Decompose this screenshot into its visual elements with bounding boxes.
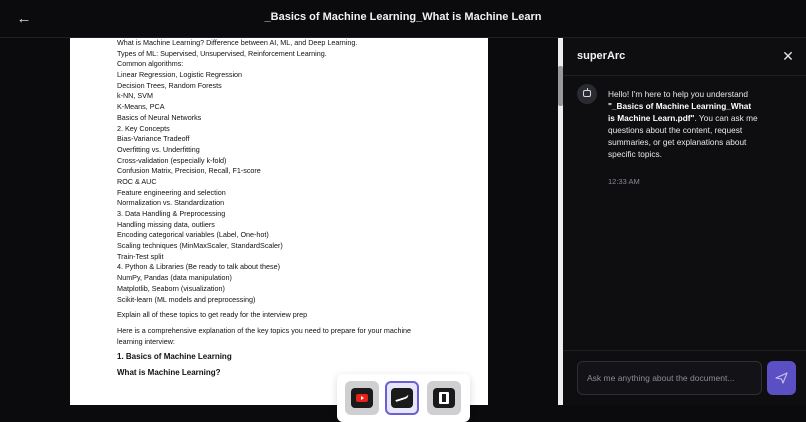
bot-avatar bbox=[577, 84, 597, 104]
doc-line: Matplotlib, Seaborn (visualization) bbox=[117, 283, 225, 293]
doc-line: Train-Test split bbox=[117, 251, 164, 261]
doc-line: Feature engineering and selection bbox=[117, 187, 226, 197]
dock-app-youtube[interactable] bbox=[345, 381, 379, 415]
document-viewer[interactable] bbox=[0, 38, 558, 405]
doc-line: Decision Trees, Random Forests bbox=[117, 80, 222, 90]
doc-line: Scaling techniques (MinMaxScaler, StandardScaler) bbox=[117, 241, 283, 251]
message-filename: "_Basics of Machine Learning_What is Machine Learn.pdf" bbox=[608, 101, 752, 123]
doc-line: Handling missing data, outliers bbox=[117, 219, 215, 229]
doc-line: Scikit-learn (ML models and preprocessing) bbox=[117, 294, 256, 304]
assistant-message bbox=[608, 88, 760, 160]
chat-composer bbox=[563, 350, 806, 405]
doc-line: Cross-validation (especially k-fold) bbox=[117, 155, 227, 165]
notion-icon bbox=[433, 388, 455, 408]
doc-line: K-Means, PCA bbox=[117, 102, 165, 112]
bot-icon bbox=[583, 90, 591, 97]
back-arrow-icon[interactable]: ← bbox=[16, 10, 32, 27]
top-bar bbox=[0, 0, 806, 38]
doc-line: 3. Data Handling & Preprocessing bbox=[117, 209, 226, 218]
youtube-icon bbox=[351, 388, 373, 408]
dock-app-nike[interactable] bbox=[385, 381, 419, 415]
app-dock bbox=[337, 374, 470, 422]
doc-line: Bias-Variance Tradeoff bbox=[117, 134, 190, 144]
doc-line: What is Machine Learning? Difference between AI, ML, and Deep Learning. bbox=[117, 38, 358, 47]
doc-line: NumPy, Pandas (data manipulation) bbox=[117, 273, 232, 283]
message-text-post: . You can ask me questions about the content, request summaries, or get explanations about specific topics. bbox=[608, 113, 758, 159]
doc-line: Confusion Matrix, Precision, Recall, F1-score bbox=[117, 166, 261, 176]
doc-line: Overfitting vs. Underfitting bbox=[117, 144, 200, 154]
assistant-panel bbox=[563, 38, 806, 405]
doc-prompt: Explain all of these topics to get ready for the interview prep bbox=[117, 310, 308, 320]
dock-app-notion[interactable] bbox=[427, 381, 461, 415]
chat-input[interactable] bbox=[577, 361, 762, 395]
doc-answer-line: learning interview: bbox=[117, 336, 175, 346]
doc-answer-line: Here is a comprehensive explanation of the key topics you need to prepare for your machine bbox=[117, 325, 412, 335]
doc-heading: What is Machine Learning? bbox=[117, 367, 221, 377]
document-page bbox=[70, 38, 488, 405]
panel-title: superArc bbox=[577, 50, 626, 62]
doc-line: ROC & AUC bbox=[117, 176, 157, 186]
doc-line: Linear Regression, Logistic Regression bbox=[117, 70, 243, 80]
doc-line: k-NN, SVM bbox=[117, 91, 153, 101]
panel-header bbox=[563, 38, 806, 76]
document-title: _Basics of Machine Learning_What is Machine Learn bbox=[264, 11, 542, 23]
close-icon[interactable]: ✕ bbox=[782, 48, 794, 64]
message-text-pre: Hello! I'm here to help you understand bbox=[608, 89, 748, 99]
send-button[interactable] bbox=[767, 361, 796, 395]
doc-line: Encoding categorical variables (Label, One-hot) bbox=[117, 230, 269, 240]
doc-line: 2. Key Concepts bbox=[117, 123, 170, 133]
send-icon bbox=[775, 372, 788, 384]
document-content bbox=[117, 38, 457, 379]
doc-line: Types of ML: Supervised, Unsupervised, Reinforcement Learning. bbox=[117, 48, 327, 58]
doc-line: 4. Python & Libraries (Be ready to talk about these) bbox=[117, 262, 281, 272]
doc-line: Basics of Neural Networks bbox=[117, 112, 202, 122]
doc-line: Normalization vs. Standardization bbox=[117, 198, 225, 208]
doc-heading: 1. Basics of Machine Learning bbox=[117, 352, 232, 362]
nike-icon bbox=[391, 388, 413, 408]
doc-line: Common algorithms: bbox=[117, 59, 184, 69]
message-timestamp: 12:33 AM bbox=[608, 177, 640, 186]
